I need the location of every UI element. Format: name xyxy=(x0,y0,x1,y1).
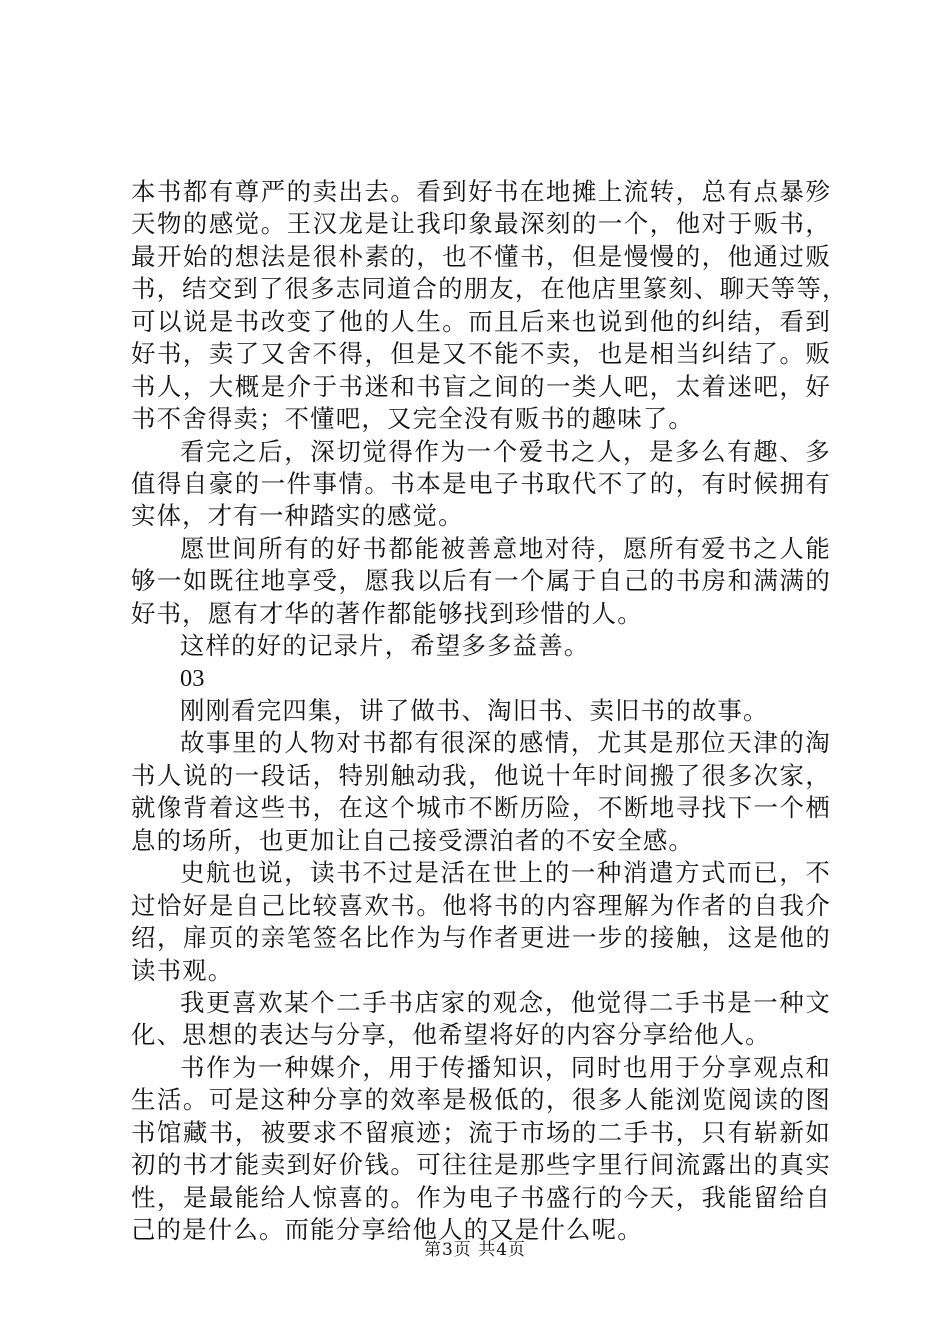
text-line: 值得自豪的一件事情。书本是电子书取代不了的，有时候拥有 xyxy=(131,468,831,498)
section-number: 03 xyxy=(180,664,205,692)
text-line: 书人，大概是介于书迷和书盲之间的一类人吧，太着迷吧，好 xyxy=(131,371,831,401)
text-line: 够一如既往地享受，愿我以后有一个属于自己的书房和满满的 xyxy=(131,566,831,596)
text-line: 生活。可是这种分享的效率是极低的，很多人能浏览阅读的图 xyxy=(131,1085,831,1115)
paragraph-first-line: 看完之后，深切觉得作为一个爱书之人，是多么有趣、多 xyxy=(180,436,831,466)
paragraph-first-line: 刚刚看完四集，讲了做书、淘旧书、卖旧书的故事。 xyxy=(180,696,769,725)
text-line: 好书，卖了又舍不得，但是又不能不卖，也是相当纠结了。贩 xyxy=(131,339,831,369)
text-line: 读书观。 xyxy=(131,955,234,985)
text-line: 好书，愿有才华的著作都能够找到珍惜的人。 xyxy=(131,598,643,628)
paragraph-first-line: 愿世间所有的好书都能被善意地对待，愿所有爱书之人能 xyxy=(180,533,831,563)
text-line: 绍，扉页的亲笔签名比作为与作者更进一步的接触，这是他的 xyxy=(131,923,831,953)
text-line: 过恰好是自己比较喜欢书。他将书的内容理解为作者的自我介 xyxy=(131,890,831,920)
text-line: 书，结交到了很多志同道合的朋友，在他店里篆刻、聊天等等， xyxy=(131,274,848,304)
paragraph-first-line: 这样的好的记录片，希望多多益善。 xyxy=(180,631,590,661)
page-footer: 第3页 共4页 xyxy=(423,1240,527,1260)
paragraph-first-line: 我更喜欢某个二手书店家的观念，他觉得二手书是一种文 xyxy=(180,987,831,1017)
text-line: 实体，才有一种踏实的感觉。 xyxy=(131,501,464,531)
paragraph-first-line: 书作为一种媒介，用于传播知识，同时也用于分享观点和 xyxy=(180,1052,831,1082)
text-line: 化、思想的表达与分享，他希望将好的内容分享给他人。 xyxy=(131,1020,771,1050)
text-line: 书人说的一段话，特别触动我，他说十年时间搬了很多次家， xyxy=(131,760,831,790)
text-line: 息的场所，也更加让自己接受漂泊者的不安全感。 xyxy=(131,825,694,855)
text-line: 书不舍得卖；不懂吧，又完全没有贩书的趣味了。 xyxy=(131,404,694,434)
text-line: 书馆藏书，被要求不留痕迹；流于市场的二手书，只有崭新如 xyxy=(131,1117,831,1147)
text-line: 可以说是书改变了他的人生。而且后来也说到他的纠结，看到 xyxy=(131,306,831,336)
text-line: 初的书才能卖到好价钱。可往往是那些字里行间流露出的真实 xyxy=(131,1150,831,1180)
text-line: 性，是最能给人惊喜的。作为电子书盛行的今天，我能留给自 xyxy=(131,1182,831,1212)
text-line: 最开始的想法是很朴素的，也不懂书，但是慢慢的，他通过贩 xyxy=(131,241,831,271)
paragraph-first-line: 史航也说，读书不过是活在世上的一种消遣方式而已，不 xyxy=(180,858,831,888)
text-line: 天物的感觉。王汉龙是让我印象最深刻的一个，他对于贩书， xyxy=(131,209,831,239)
paragraph-first-line: 故事里的人物对书都有很深的感情，尤其是那位天津的淘 xyxy=(180,728,831,758)
text-line: 己的是什么。而能分享给他人的又是什么呢。 xyxy=(131,1215,643,1244)
text-line: 本书都有尊严的卖出去。看到好书在地摊上流转，总有点暴殄 xyxy=(131,177,831,206)
document-body xyxy=(131,176,848,1246)
text-line: 就像背着这些书，在这个城市不断历险，不断地寻找下一个栖 xyxy=(131,793,831,823)
